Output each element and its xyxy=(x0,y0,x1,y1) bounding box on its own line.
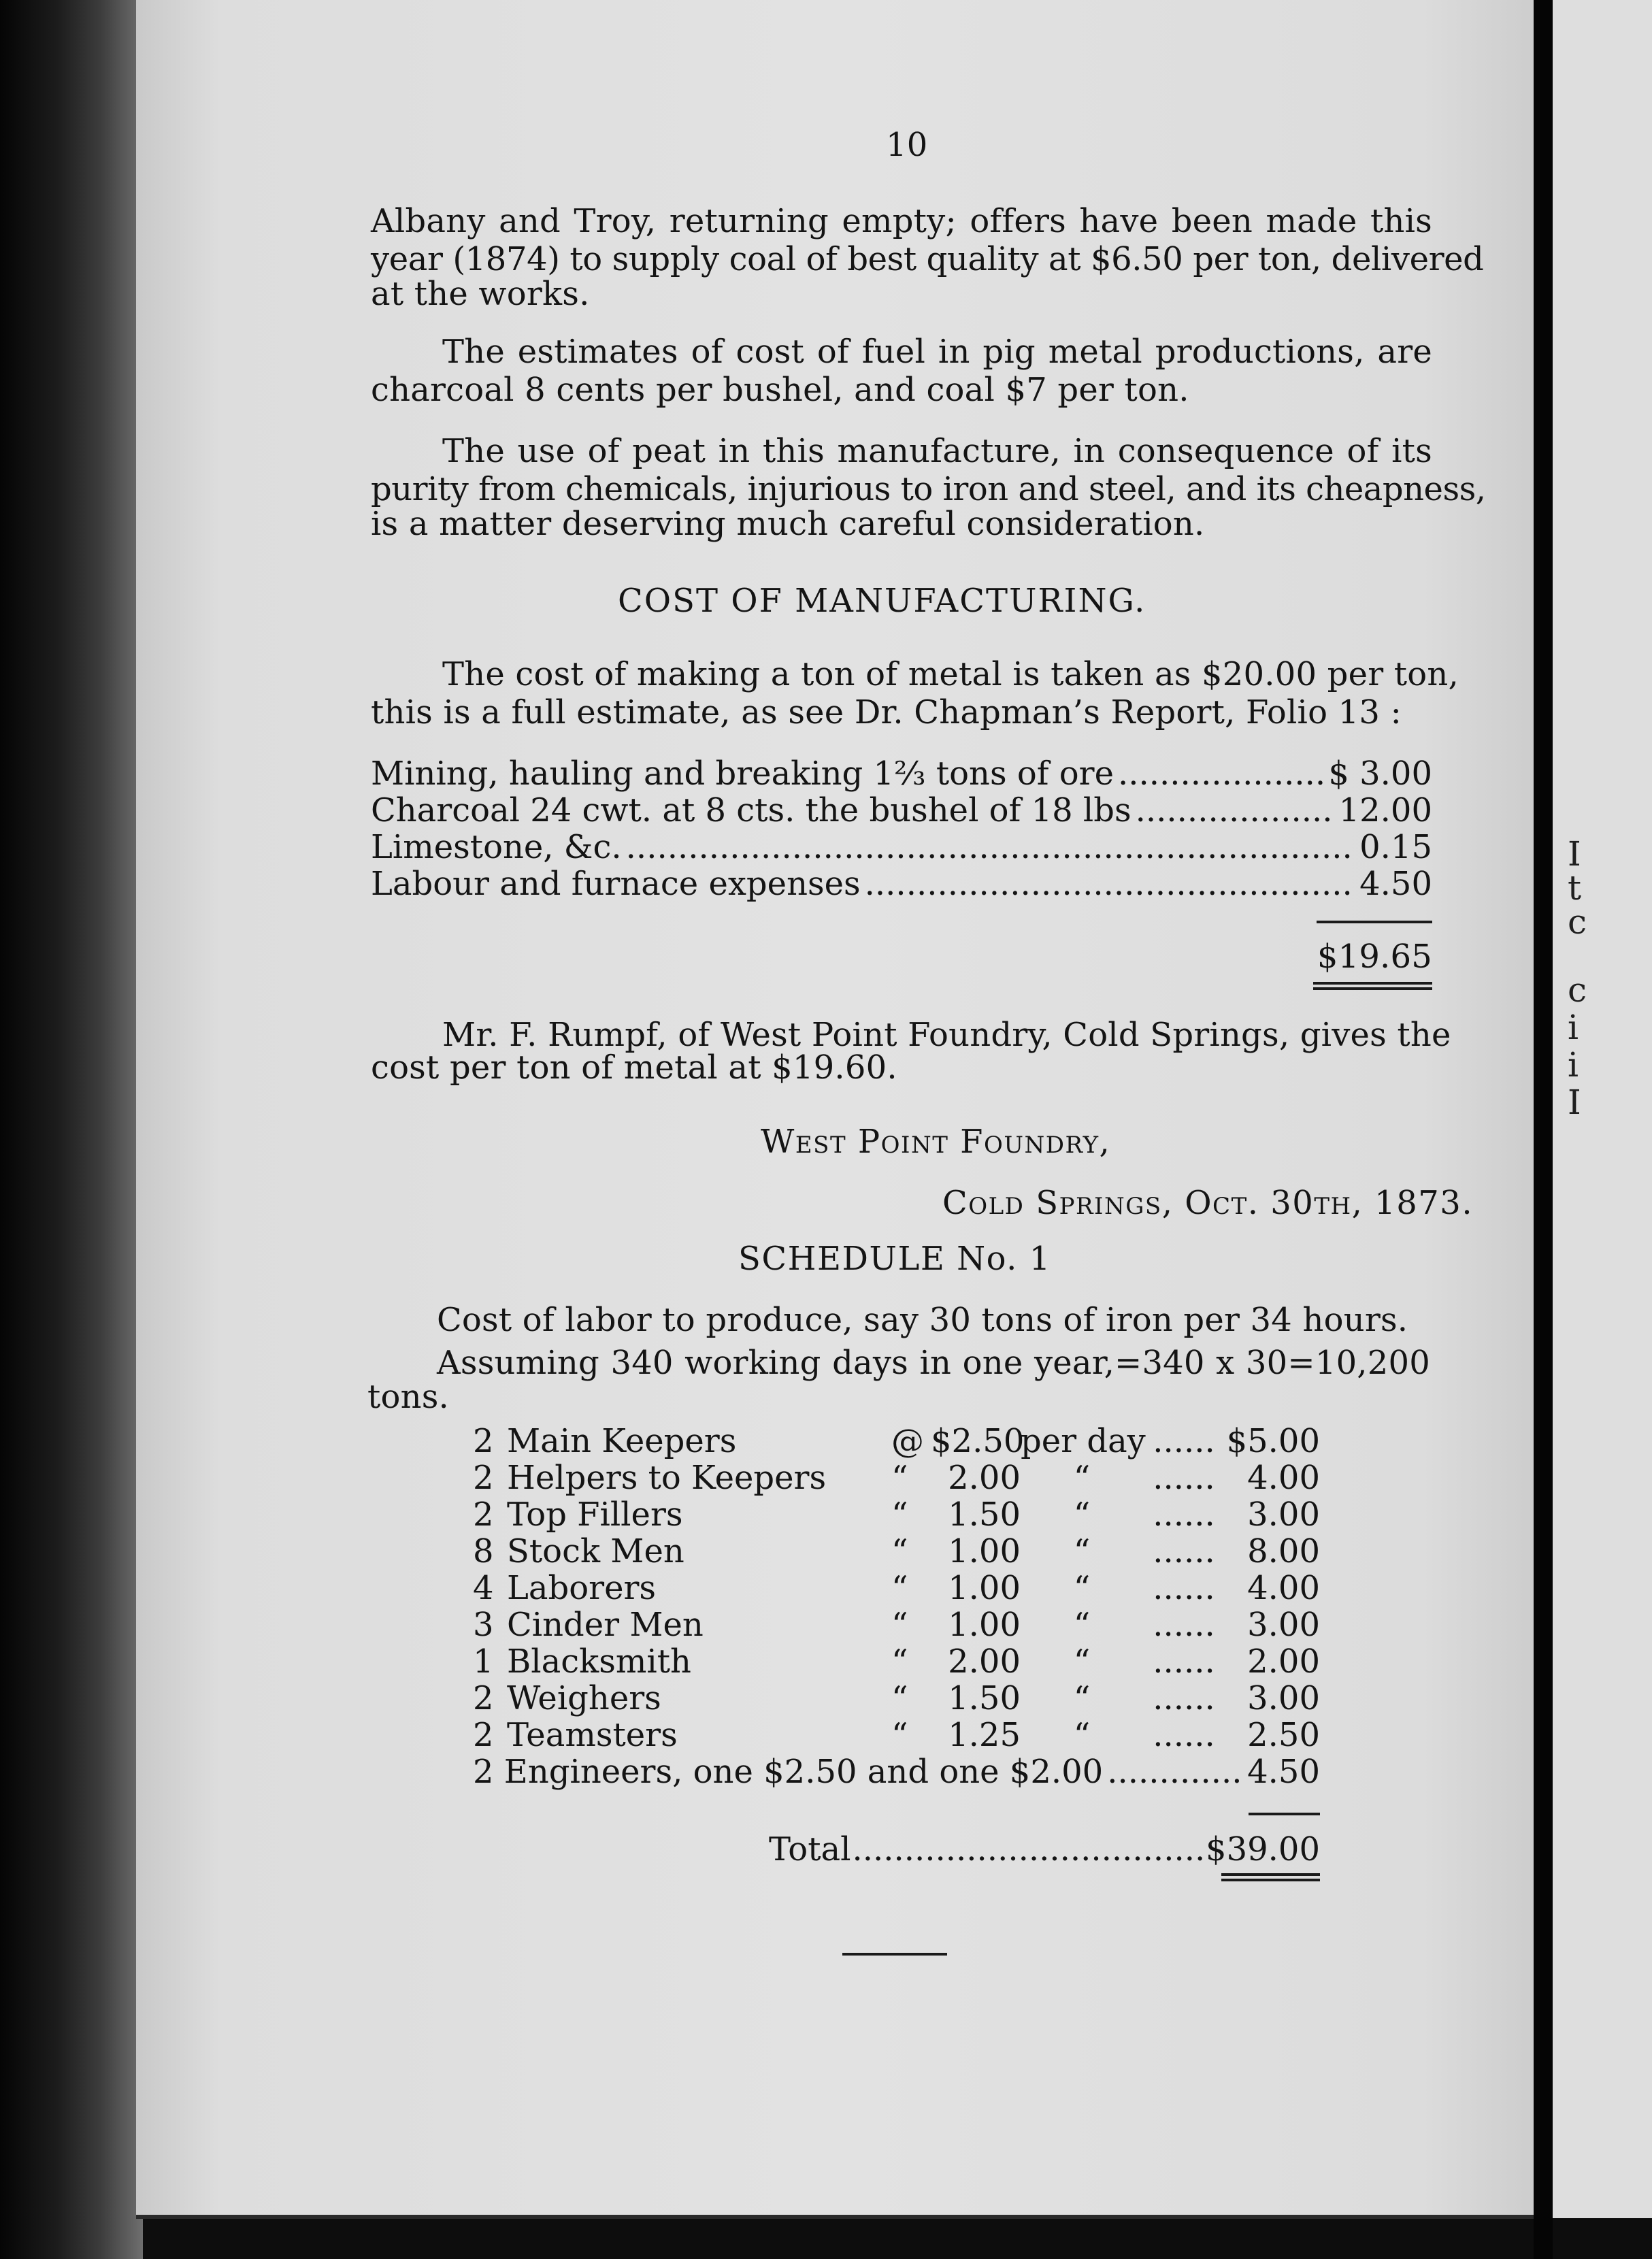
paragraph-line: at the works. xyxy=(371,275,590,313)
row-at: “ xyxy=(891,1496,908,1534)
letter-place-date: Cold Springs, Oct. 30th, 1873. xyxy=(942,1184,1474,1222)
dot-leader xyxy=(865,865,1355,903)
paragraph-line: year (1874) to supply coal of best quality at $6.50 per ton, delivered xyxy=(371,240,1484,278)
row-amount: 2.00 xyxy=(1247,1643,1320,1681)
cost-item-label: Mining, hauling and breaking 1⅔ tons of ore xyxy=(371,755,1114,793)
adjacent-page-fragment xyxy=(1553,0,1652,2218)
schedule-row xyxy=(473,1569,1320,1607)
row-rate: 1.00 xyxy=(948,1569,1021,1607)
schedule-intro: tons. xyxy=(367,1378,449,1416)
row-amount: 8.00 xyxy=(1247,1532,1320,1570)
row-amount: 4.00 xyxy=(1247,1569,1320,1607)
row-rate: 1.50 xyxy=(948,1679,1021,1717)
row-name: Stock Men xyxy=(507,1532,684,1570)
cost-item-row xyxy=(371,828,1432,866)
row-dots: ...... xyxy=(1153,1459,1215,1497)
row-name: Helpers to Keepers xyxy=(507,1459,827,1497)
schedule-total-label: Total xyxy=(769,1830,851,1868)
schedule-row xyxy=(473,1716,1320,1754)
row-dots: ...... xyxy=(1153,1606,1215,1644)
row-qty: 2 xyxy=(473,1422,494,1460)
row-qty: 1 xyxy=(473,1643,494,1681)
row-unit: “ xyxy=(1073,1569,1091,1607)
row-rate: 1.00 xyxy=(948,1532,1021,1570)
cost-item-amount: $ 3.00 xyxy=(1328,755,1432,793)
row-at: “ xyxy=(891,1679,908,1717)
letter-sender: West Point Foundry, xyxy=(761,1123,1111,1161)
paragraph-line: Albany and Troy, returning empty; offers have been made this xyxy=(371,202,1432,240)
dot-leader xyxy=(626,828,1355,866)
paragraph-line: The estimates of cost of fuel in pig metal productions, are xyxy=(442,333,1432,371)
section-heading: COST OF MANUFACTURING. xyxy=(618,582,1146,620)
end-rule xyxy=(842,1953,947,1956)
schedule-row xyxy=(473,1459,1320,1497)
engineers-label: 2 Engineers, one $2.50 and one $2.00 xyxy=(473,1753,1104,1791)
total-double-rule xyxy=(1221,1873,1320,1881)
row-rate: 1.50 xyxy=(948,1496,1021,1534)
schedule-row xyxy=(473,1606,1320,1644)
adjacent-page-letter: i xyxy=(1568,1045,1579,1085)
row-unit: “ xyxy=(1073,1716,1091,1754)
schedule-row-engineers xyxy=(473,1753,1320,1791)
schedule-title: SCHEDULE No. 1 xyxy=(738,1240,1051,1278)
schedule-intro: Assuming 340 working days in one year,=340 x 30=10,200 xyxy=(437,1344,1430,1382)
adjacent-page-letter: I xyxy=(1568,834,1581,874)
dot-leader xyxy=(852,1830,1204,1868)
row-unit: “ xyxy=(1073,1459,1091,1497)
row-at: “ xyxy=(891,1569,908,1607)
row-dots: ...... xyxy=(1153,1496,1215,1534)
cost-item-row xyxy=(371,865,1432,903)
row-amount: 2.50 xyxy=(1247,1716,1320,1754)
schedule-row xyxy=(473,1422,1320,1460)
row-dots: ...... xyxy=(1153,1569,1215,1607)
scan-shadow-left xyxy=(0,0,143,2259)
adjacent-page-letter: I xyxy=(1568,1083,1581,1122)
row-amount: 3.00 xyxy=(1247,1606,1320,1644)
schedule-row xyxy=(473,1532,1320,1570)
row-unit: “ xyxy=(1073,1532,1091,1570)
paragraph-line: is a matter deserving much careful consideration. xyxy=(371,505,1205,543)
row-dots: ...... xyxy=(1153,1532,1215,1570)
row-at: “ xyxy=(891,1459,908,1497)
row-name: Blacksmith xyxy=(507,1643,691,1681)
total-double-rule xyxy=(1313,982,1432,990)
schedule-row xyxy=(473,1496,1320,1534)
row-qty: 2 xyxy=(473,1716,494,1754)
page-number: 10 xyxy=(886,126,928,164)
row-unit: “ xyxy=(1073,1496,1091,1534)
paragraph-line: cost per ton of metal at $19.60. xyxy=(371,1049,897,1087)
row-dots: ...... xyxy=(1153,1643,1215,1681)
row-dots: ...... xyxy=(1153,1679,1215,1717)
row-rate: 2.00 xyxy=(948,1459,1021,1497)
cost-item-amount: 4.50 xyxy=(1359,865,1432,903)
cost-item-row xyxy=(371,791,1432,829)
row-dots: ...... xyxy=(1153,1716,1215,1754)
cost-item-amount: 12.00 xyxy=(1338,791,1432,829)
row-name: Top Fillers xyxy=(507,1496,683,1534)
cost-item-label: Limestone, &c. xyxy=(371,828,622,866)
sum-rule xyxy=(1249,1813,1320,1815)
paragraph-line: The cost of making a ton of metal is taken as $20.00 per ton, xyxy=(442,655,1459,693)
row-amount: 4.00 xyxy=(1247,1459,1320,1497)
row-unit: per day xyxy=(1021,1422,1146,1460)
schedule-row xyxy=(473,1643,1320,1681)
row-name: Weighers xyxy=(507,1679,661,1717)
row-rate: $2.50 xyxy=(931,1422,1025,1460)
paragraph-line: purity from chemicals, injurious to iron and steel, and its cheapness, xyxy=(371,470,1486,508)
row-unit: “ xyxy=(1073,1679,1091,1717)
row-dots: ...... xyxy=(1153,1422,1215,1460)
row-at: “ xyxy=(891,1532,908,1570)
cost-item-label: Charcoal 24 cwt. at 8 cts. the bushel of 18 lbs xyxy=(371,791,1131,829)
row-at: “ xyxy=(891,1716,908,1754)
paragraph-line: charcoal 8 cents per bushel, and coal $7 per ton. xyxy=(371,371,1189,409)
schedule-intro: Cost of labor to produce, say 30 tons of iron per 34 hours. xyxy=(437,1301,1408,1339)
schedule-row xyxy=(473,1679,1320,1717)
schedule-total-row xyxy=(769,1830,1320,1868)
paragraph-line: this is a full estimate, as see Dr. Chapman’s Report, Folio 13 : xyxy=(371,693,1402,731)
row-name: Cinder Men xyxy=(507,1606,704,1644)
row-rate: 1.00 xyxy=(948,1606,1021,1644)
row-at: “ xyxy=(891,1606,908,1644)
cost-item-label: Labour and furnace expenses xyxy=(371,865,861,903)
engineers-amount: 4.50 xyxy=(1247,1753,1320,1791)
row-qty: 8 xyxy=(473,1532,494,1570)
row-amount: 3.00 xyxy=(1247,1679,1320,1717)
row-name: Laborers xyxy=(507,1569,657,1607)
row-unit: “ xyxy=(1073,1606,1091,1644)
paragraph-line: The use of peat in this manufacture, in consequence of its xyxy=(442,432,1432,470)
dot-leader xyxy=(1107,1753,1243,1791)
page-gutter xyxy=(1534,0,1553,2259)
row-unit: “ xyxy=(1073,1643,1091,1681)
row-qty: 3 xyxy=(473,1606,494,1644)
adjacent-page-letter: c xyxy=(1568,970,1587,1010)
schedule-total-amount: $39.00 xyxy=(1206,1830,1320,1868)
adjacent-page-letter: t xyxy=(1568,868,1582,908)
row-qty: 2 xyxy=(473,1459,494,1497)
adjacent-page-letter: c xyxy=(1568,902,1587,942)
cost-item-amount: 0.15 xyxy=(1359,828,1432,866)
row-qty: 2 xyxy=(473,1679,494,1717)
row-qty: 4 xyxy=(473,1569,494,1607)
dot-leader xyxy=(1118,755,1324,793)
cost-total: $19.65 xyxy=(1317,938,1432,976)
cost-item-row xyxy=(371,755,1432,793)
row-at: @ xyxy=(891,1422,924,1460)
row-qty: 2 xyxy=(473,1496,494,1534)
sum-rule xyxy=(1317,921,1432,923)
row-rate: 1.25 xyxy=(948,1716,1021,1754)
row-amount: $5.00 xyxy=(1226,1422,1320,1460)
row-name: Main Keepers xyxy=(507,1422,737,1460)
adjacent-page-letter: i xyxy=(1568,1008,1579,1047)
row-rate: 2.00 xyxy=(948,1643,1021,1681)
row-at: “ xyxy=(891,1643,908,1681)
paragraph-line: Mr. F. Rumpf, of West Point Foundry, Cold Springs, gives the xyxy=(442,1016,1451,1054)
dot-leader xyxy=(1136,791,1335,829)
row-amount: 3.00 xyxy=(1247,1496,1320,1534)
row-name: Teamsters xyxy=(507,1716,678,1754)
